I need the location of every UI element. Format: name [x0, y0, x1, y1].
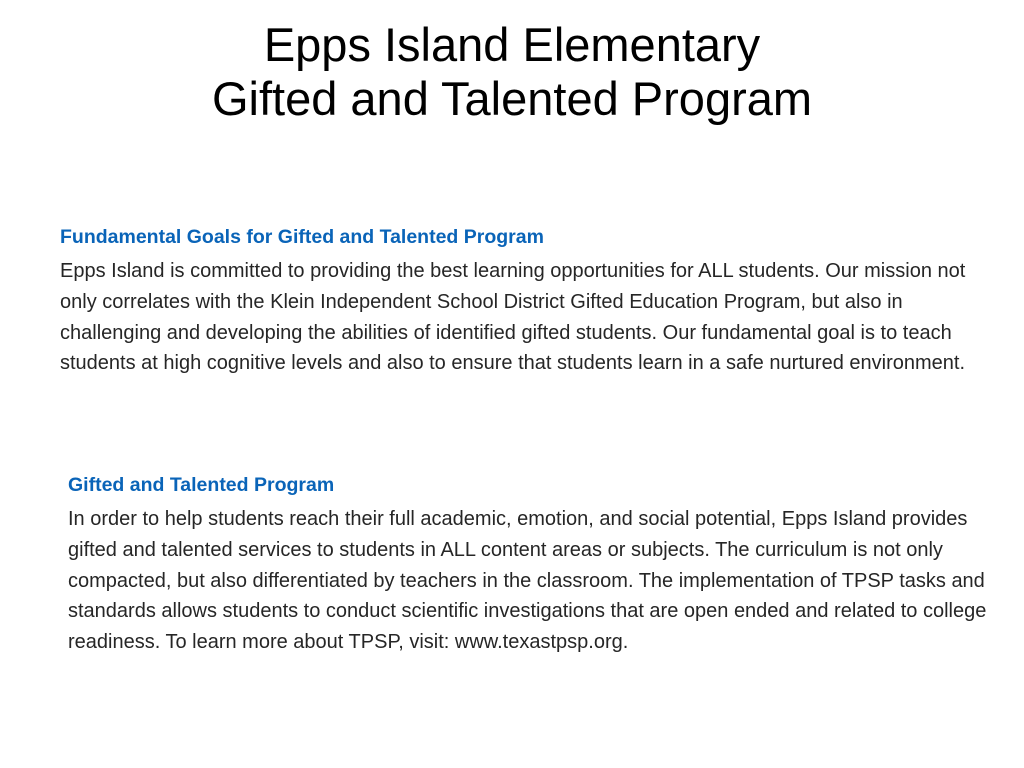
- title-line-program: Gifted and Talented Program: [211, 72, 813, 125]
- section-heading: Fundamental Goals for Gifted and Talented Program: [60, 226, 544, 248]
- section-body: In order to help students reach their full academic, emotion, and social potential, Epps Island provides gifted and talented services to students in ALL content areas or subjects. The curriculum is not only compacted, but also differentiated by teachers in the classroom. The implementation of TPSP tasks and standards allows students to conduct scientific investigations that are open ended and related to college readiness. To learn more about TPSP, visit: www.texastpsp.org.: [68, 508, 987, 654]
- gifted-talented-section: [68, 472, 996, 658]
- fundamental-goals-section: [60, 224, 980, 379]
- section-heading: Gifted and Talented Program: [68, 474, 335, 496]
- title-line-school: Epps Island Elementary: [263, 18, 761, 71]
- section-body: Epps Island is committed to providing the best learning opportunities for ALL students. Our mission not only correlates with the Klein Independent School District Gifted Education Program, but also in challenging and developing the abilities of identified gifted students. Our fundamental goal is to teach students at high cognitive levels and also to ensure that students learn in a safe nurtured environment.: [60, 260, 966, 375]
- slide-title: [0, 18, 1024, 126]
